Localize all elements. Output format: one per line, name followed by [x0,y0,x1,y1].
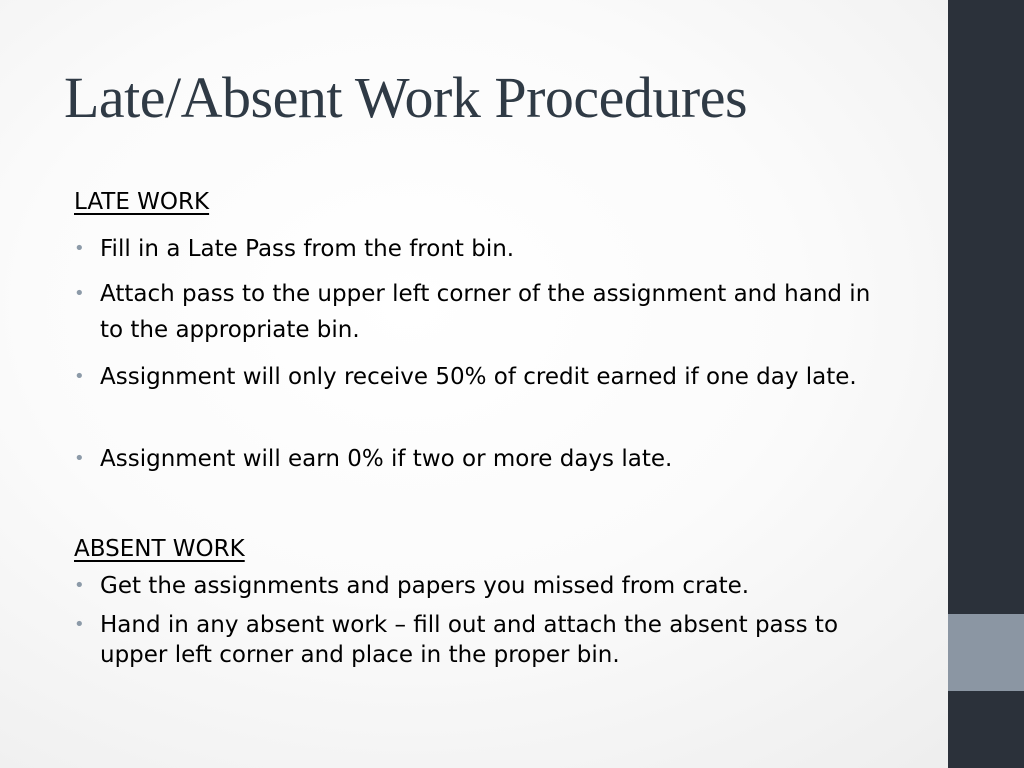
list-item [74,276,884,348]
bullet-dot-icon: • [74,448,85,469]
slide-title: Late/Absent Work Procedures [64,65,748,130]
bullet-text: Get the assignments and papers you missed from crate. [100,573,750,599]
list-item [74,359,884,395]
list-item [74,610,884,670]
bullet-dot-icon: • [74,575,85,596]
absent-work-heading: ABSENT WORK [74,536,245,562]
bullet-text: Attach pass to the upper left corner of the assignment and hand in to the appropriate bin. [100,281,871,343]
bullet-text: Fill in a Late Pass from the front bin. [100,236,515,262]
list-item [74,231,884,267]
bullet-dot-icon: • [74,614,85,635]
bullet-dot-icon: • [74,238,85,259]
sidebar-accent-block [948,614,1024,691]
list-item [74,571,884,601]
bullet-dot-icon: • [74,283,85,304]
bullet-text: Assignment will only receive 50% of credit earned if one day late. [100,364,857,390]
bullet-text: Assignment will earn 0% if two or more days late. [100,446,673,472]
bullet-text: Hand in any absent work – fill out and attach the absent pass to upper left corner and place in the proper bin. [100,612,839,668]
late-work-heading: LATE WORK [74,189,210,215]
bullet-dot-icon: • [74,366,85,387]
list-item [74,441,884,477]
